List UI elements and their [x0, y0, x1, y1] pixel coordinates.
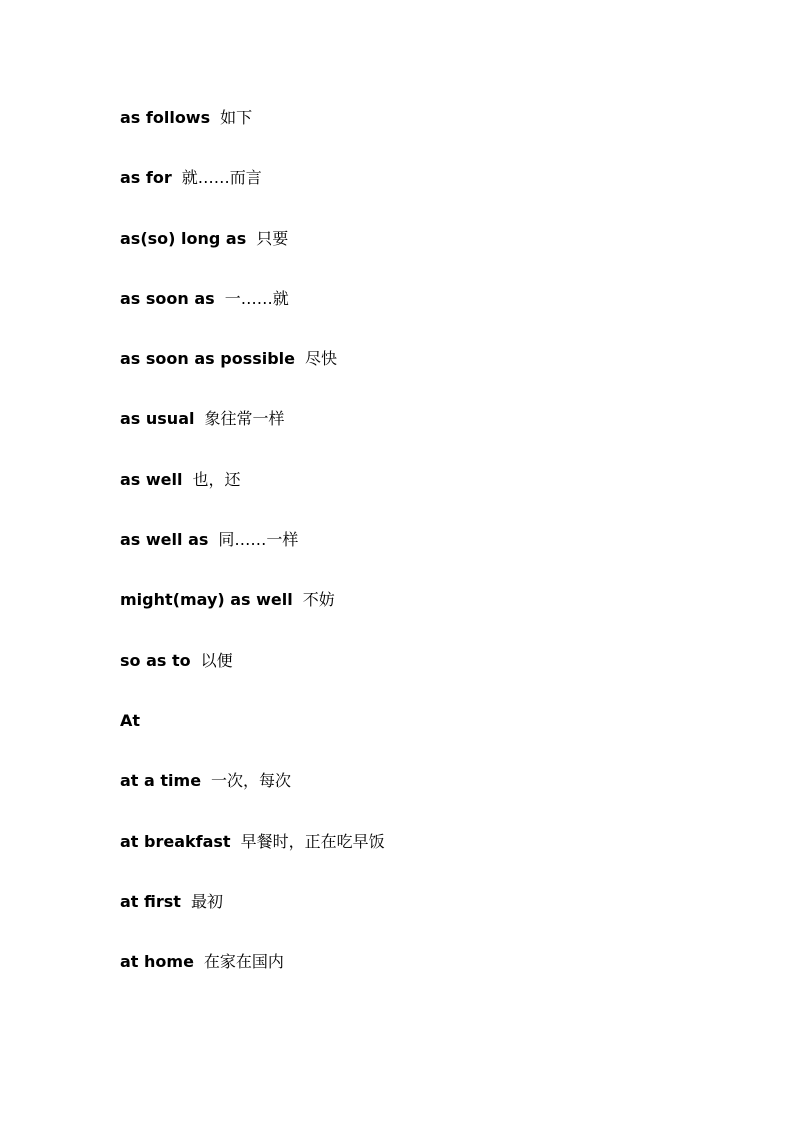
phrase-text: might(may) as well	[120, 590, 293, 610]
phrase-text: at a time	[120, 771, 202, 791]
phrase-entry	[120, 226, 385, 286]
phrase-text: at breakfast	[120, 831, 231, 851]
phrase-list	[120, 105, 385, 1009]
phrase-entry	[120, 165, 385, 225]
phrase-text: as for	[120, 168, 172, 188]
phrase-meaning: 象往常一样	[204, 409, 285, 429]
phrase-text: so as to	[120, 650, 191, 670]
phrase-meaning: 尽快	[305, 349, 338, 369]
phrase-meaning: 同……一样	[218, 530, 299, 550]
phrase-meaning: 就……而言	[181, 168, 262, 188]
phrase-entry	[120, 949, 385, 1009]
phrase-meaning: 以便	[200, 650, 233, 670]
section-heading-text: At	[120, 710, 141, 730]
phrase-meaning: 一……就	[224, 288, 289, 308]
phrase-text: as soon as	[120, 288, 215, 308]
phrase-entry	[120, 829, 385, 889]
phrase-text: as follows	[120, 108, 211, 127]
phrase-entry	[120, 648, 385, 708]
phrase-entry	[120, 467, 385, 527]
phrase-entry	[120, 587, 385, 647]
phrase-entry	[120, 527, 385, 587]
phrase-entry	[120, 889, 385, 949]
phrase-meaning: 只要	[256, 228, 289, 248]
phrase-meaning: 在家在国内	[203, 952, 284, 972]
phrase-meaning: 一次，每次	[211, 771, 292, 791]
phrase-text: as well as	[120, 530, 209, 550]
phrase-text: at home	[120, 952, 194, 972]
phrase-entry	[120, 286, 385, 346]
phrase-text: at first	[120, 891, 181, 911]
phrase-meaning: 早餐时，正在吃早饭	[240, 831, 385, 851]
phrase-text: as well	[120, 469, 183, 489]
phrase-entry	[120, 346, 385, 406]
phrase-entry	[120, 105, 385, 165]
section-heading	[120, 708, 385, 768]
phrase-text: as(so) long as	[120, 228, 247, 248]
phrase-meaning: 最初	[190, 891, 223, 911]
phrase-meaning: 也，还	[192, 469, 241, 489]
phrase-meaning: 如下	[220, 108, 253, 127]
phrase-entry	[120, 768, 385, 828]
phrase-text: as soon as possible	[120, 349, 296, 369]
phrase-entry	[120, 406, 385, 466]
phrase-text: as usual	[120, 409, 195, 429]
phrase-meaning: 不妨	[302, 590, 335, 610]
